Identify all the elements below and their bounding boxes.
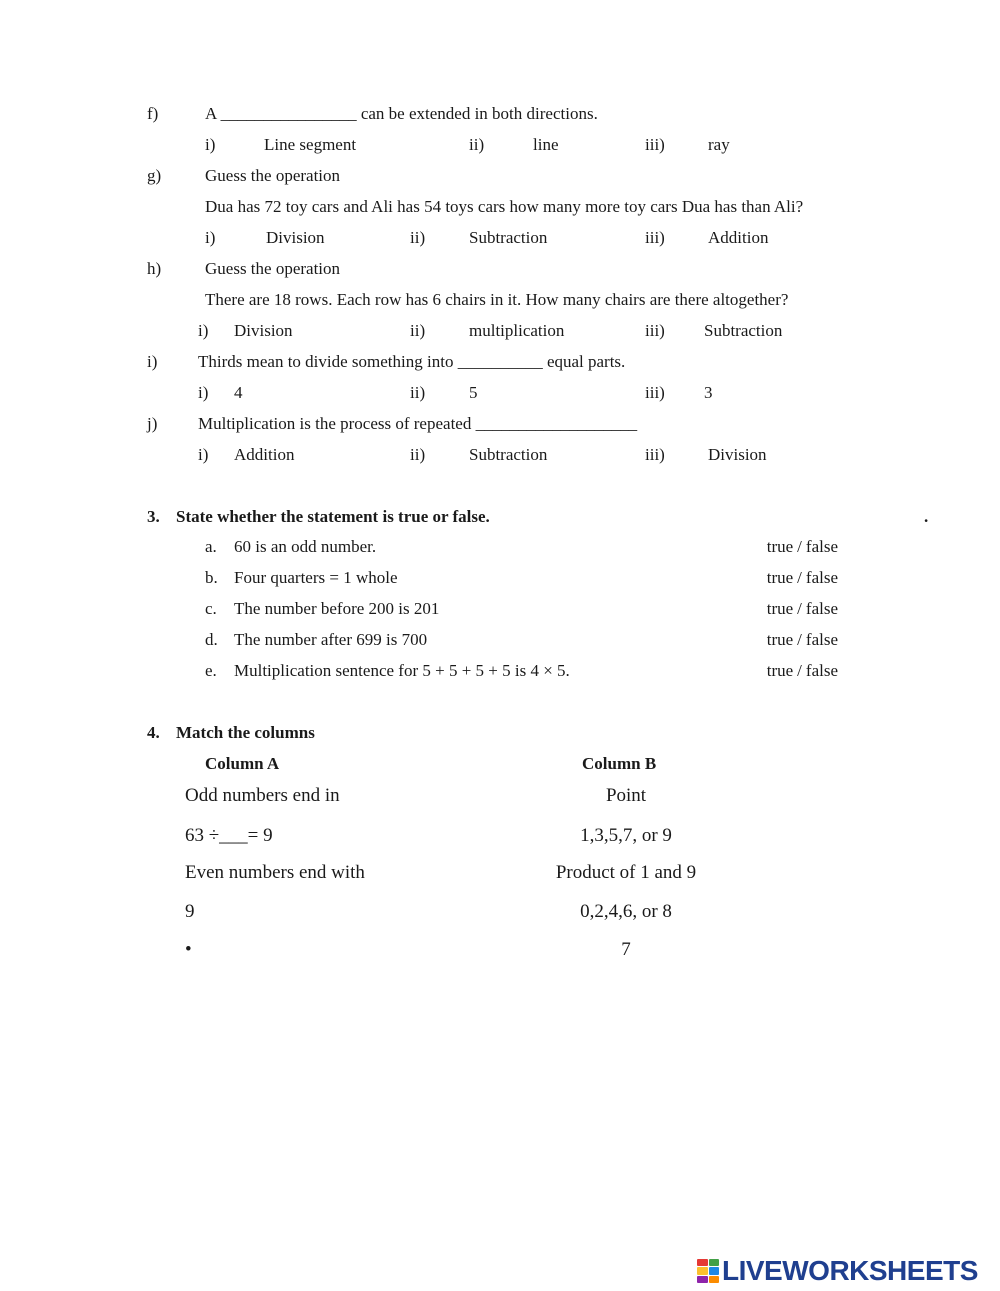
tf-statement: The number before 200 is 201 bbox=[234, 599, 440, 618]
question-text: Thirds mean to divide something into __________ equal parts. bbox=[198, 352, 626, 371]
option-text[interactable]: 4 bbox=[234, 383, 243, 402]
tf-letter: d. bbox=[205, 630, 218, 649]
column-b-header: Column B bbox=[582, 754, 657, 773]
option-num: i) bbox=[198, 321, 209, 340]
false-option[interactable]: false bbox=[805, 630, 838, 649]
question-label: h) bbox=[147, 259, 162, 278]
option-num: iii) bbox=[645, 445, 665, 464]
true-option[interactable]: true bbox=[766, 630, 794, 649]
option-text[interactable]: Addition bbox=[234, 445, 295, 464]
section-title: State whether the statement is true or false. bbox=[176, 507, 490, 526]
question-text: Multiplication is the process of repeated ___________________ bbox=[198, 414, 638, 433]
option-num: i) bbox=[198, 445, 209, 464]
tf-separator: / bbox=[797, 630, 802, 649]
option-num: ii) bbox=[469, 135, 485, 154]
true-option[interactable]: true bbox=[766, 568, 794, 587]
false-option[interactable]: false bbox=[805, 568, 838, 587]
column-a-item[interactable]: Even numbers end with bbox=[185, 862, 365, 883]
logo-text: LIVEWORKSHEETS bbox=[722, 1255, 978, 1286]
question-subtext: Dua has 72 toy cars and Ali has 54 toys cars how many more toy cars Dua has than Ali? bbox=[205, 197, 804, 216]
option-text[interactable]: 5 bbox=[469, 383, 478, 402]
tf-statement: 60 is an odd number. bbox=[234, 537, 377, 556]
liveworksheets-logo-icon bbox=[697, 1259, 719, 1283]
column-b-item[interactable]: 1,3,5,7, or 9 bbox=[580, 825, 672, 846]
stray-dot: . bbox=[924, 507, 929, 526]
option-text[interactable]: Subtraction bbox=[704, 321, 783, 340]
question-text: Guess the operation bbox=[205, 166, 341, 185]
tf-choices bbox=[767, 568, 838, 588]
tf-separator: / bbox=[797, 537, 802, 556]
option-num: ii) bbox=[410, 228, 426, 247]
option-num: i) bbox=[205, 135, 216, 154]
question-label: f) bbox=[147, 104, 159, 123]
option-num: ii) bbox=[410, 383, 426, 402]
question-label: i) bbox=[147, 352, 158, 371]
option-num: iii) bbox=[645, 135, 665, 154]
false-option[interactable]: false bbox=[805, 661, 838, 680]
tf-choices bbox=[767, 599, 838, 619]
question-text: A ________________ can be extended in both directions. bbox=[205, 104, 598, 123]
option-num: i) bbox=[205, 228, 216, 247]
option-num: iii) bbox=[645, 228, 665, 247]
true-option[interactable]: true bbox=[766, 661, 794, 680]
tf-letter: c. bbox=[205, 599, 217, 618]
tf-letter: a. bbox=[205, 537, 217, 556]
column-b-item[interactable]: Point bbox=[605, 785, 647, 806]
option-text[interactable]: Subtraction bbox=[469, 228, 548, 247]
option-text[interactable]: ray bbox=[708, 135, 730, 154]
option-text[interactable]: Division bbox=[234, 321, 293, 340]
option-text[interactable]: Division bbox=[708, 445, 767, 464]
question-text: Guess the operation bbox=[205, 259, 341, 278]
false-option[interactable]: false bbox=[805, 537, 838, 556]
section-number: 4. bbox=[147, 723, 160, 742]
column-a-header: Column A bbox=[205, 754, 280, 773]
column-a-item[interactable]: • bbox=[185, 939, 192, 960]
column-a-item[interactable]: Odd numbers end in bbox=[185, 785, 340, 806]
section-title: Match the columns bbox=[176, 723, 315, 742]
liveworksheets-logo bbox=[697, 1257, 997, 1285]
option-num: i) bbox=[198, 383, 209, 402]
tf-choices bbox=[767, 630, 838, 650]
tf-statement: The number after 699 is 700 bbox=[234, 630, 428, 649]
tf-choices bbox=[767, 537, 838, 557]
column-b-item[interactable]: 0,2,4,6, or 8 bbox=[580, 901, 672, 922]
column-a-item[interactable]: 9 bbox=[185, 901, 195, 922]
option-text[interactable]: Addition bbox=[708, 228, 769, 247]
option-text[interactable]: multiplication bbox=[469, 321, 565, 340]
option-text[interactable]: Line segment bbox=[264, 135, 357, 154]
question-label: g) bbox=[147, 166, 162, 185]
option-text[interactable]: Division bbox=[266, 228, 325, 247]
section-number: 3. bbox=[147, 507, 160, 526]
column-b-item[interactable]: 7 bbox=[621, 939, 631, 960]
tf-separator: / bbox=[797, 568, 802, 587]
question-label: j) bbox=[147, 414, 158, 433]
column-b-item[interactable]: Product of 1 and 9 bbox=[555, 862, 697, 883]
option-num: ii) bbox=[410, 321, 426, 340]
tf-choices bbox=[767, 661, 838, 681]
tf-letter: e. bbox=[205, 661, 217, 680]
tf-statement: Four quarters = 1 whole bbox=[234, 568, 398, 587]
option-num: iii) bbox=[645, 383, 665, 402]
option-text[interactable]: 3 bbox=[704, 383, 713, 402]
option-num: ii) bbox=[410, 445, 426, 464]
column-a-item[interactable]: 63 ÷___= 9 bbox=[185, 825, 273, 846]
true-option[interactable]: true bbox=[766, 599, 794, 618]
option-text[interactable]: Subtraction bbox=[469, 445, 548, 464]
option-num: iii) bbox=[645, 321, 665, 340]
question-subtext: There are 18 rows. Each row has 6 chairs in it. How many chairs are there altogether? bbox=[205, 290, 789, 309]
tf-separator: / bbox=[797, 661, 802, 680]
tf-letter: b. bbox=[205, 568, 218, 587]
tf-separator: / bbox=[797, 599, 802, 618]
true-option[interactable]: true bbox=[766, 537, 794, 556]
false-option[interactable]: false bbox=[805, 599, 838, 618]
tf-statement: Multiplication sentence for 5 + 5 + 5 + 5 is 4 × 5. bbox=[234, 661, 570, 680]
option-text[interactable]: line bbox=[533, 135, 559, 154]
